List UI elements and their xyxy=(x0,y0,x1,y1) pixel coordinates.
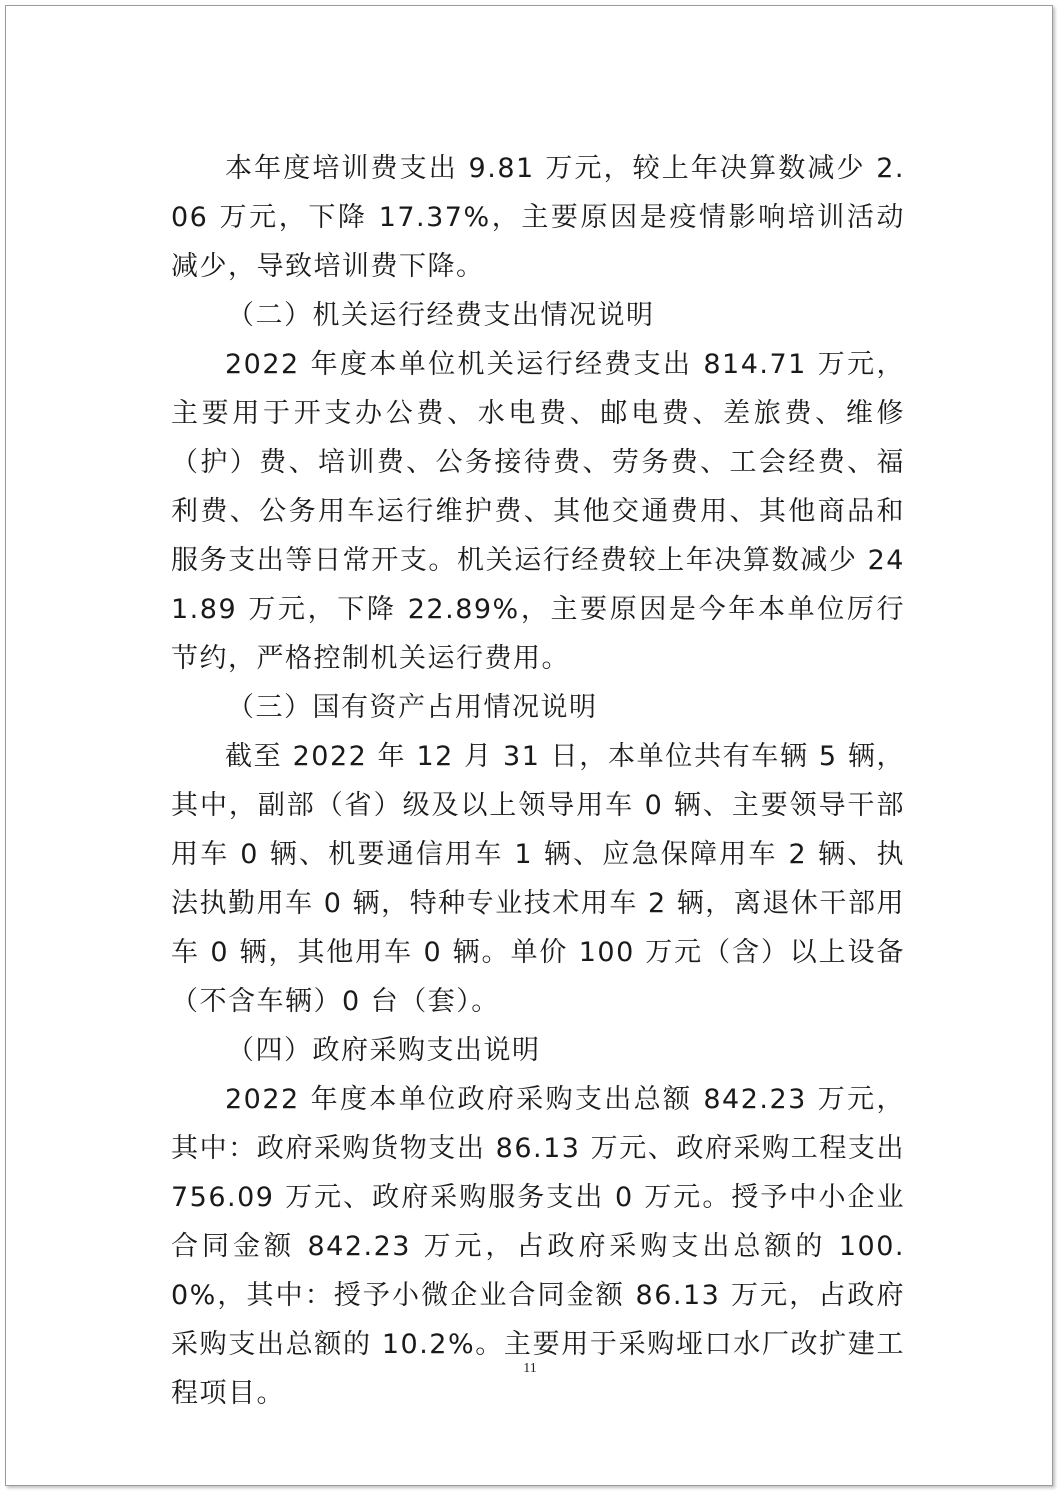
section-heading-state-assets: （三）国有资产占用情况说明 xyxy=(227,692,598,723)
page-number: 11 xyxy=(523,1361,537,1376)
section-heading-operating-costs: （二）机关运行经费支出情况说明 xyxy=(227,300,655,331)
procurement-paragraph: 2022 年度本单位政府采购支出总额 842.23 万元，其中：政府采购货物支出 86.13 万元、政府采购工程支出 756.09 万元、政府采购服务支出 0 万元。授予中小企业合同金额 842.23 万元，占政府采购支出总额的 100.0%，其中：授予小微企业合同金额 86.13 万元，占政府采购支出总额的 10.2%。主要用于采购垭口水厂改扩建工程项目。 xyxy=(171,1084,905,1409)
state-assets-paragraph: 截至 2022 年 12 月 31 日，本单位共有车辆 5 辆，其中，副部（省）级及以上领导用车 0 辆、主要领导干部用车 0 辆、机要通信用车 1 辆、应急保障用车 2 辆、执法执勤用车 0 辆，特种专业技术用车 2 辆，离退休干部用车 0 辆，其他用车 0 辆。单价 100 万元（含）以上设备（不含车辆）0 台（套）。 xyxy=(171,741,905,1017)
operating-costs-paragraph: 2022 年度本单位机关运行经费支出 814.71 万元，主要用于开支办公费、水电费、邮电费、差旅费、维修（护）费、培训费、公务接待费、劳务费、工会经费、福利费、公务用车运行维护费、其他交通费用、其他商品和服务支出等日常开支。机关运行经费较上年决算数减少 241.89 万元，下降 22.89%，主要原因是今年本单位厉行节约，严格控制机关运行费用。 xyxy=(171,349,905,674)
document-page xyxy=(5,5,1053,1486)
section-heading-procurement: （四）政府采购支出说明 xyxy=(227,1035,541,1066)
page-body xyxy=(171,144,905,1418)
training-cost-paragraph: 本年度培训费支出 9.81 万元，较上年决算数减少 2.06 万元，下降 17.37%，主要原因是疫情影响培训活动减少，导致培训费下降。 xyxy=(171,153,905,282)
